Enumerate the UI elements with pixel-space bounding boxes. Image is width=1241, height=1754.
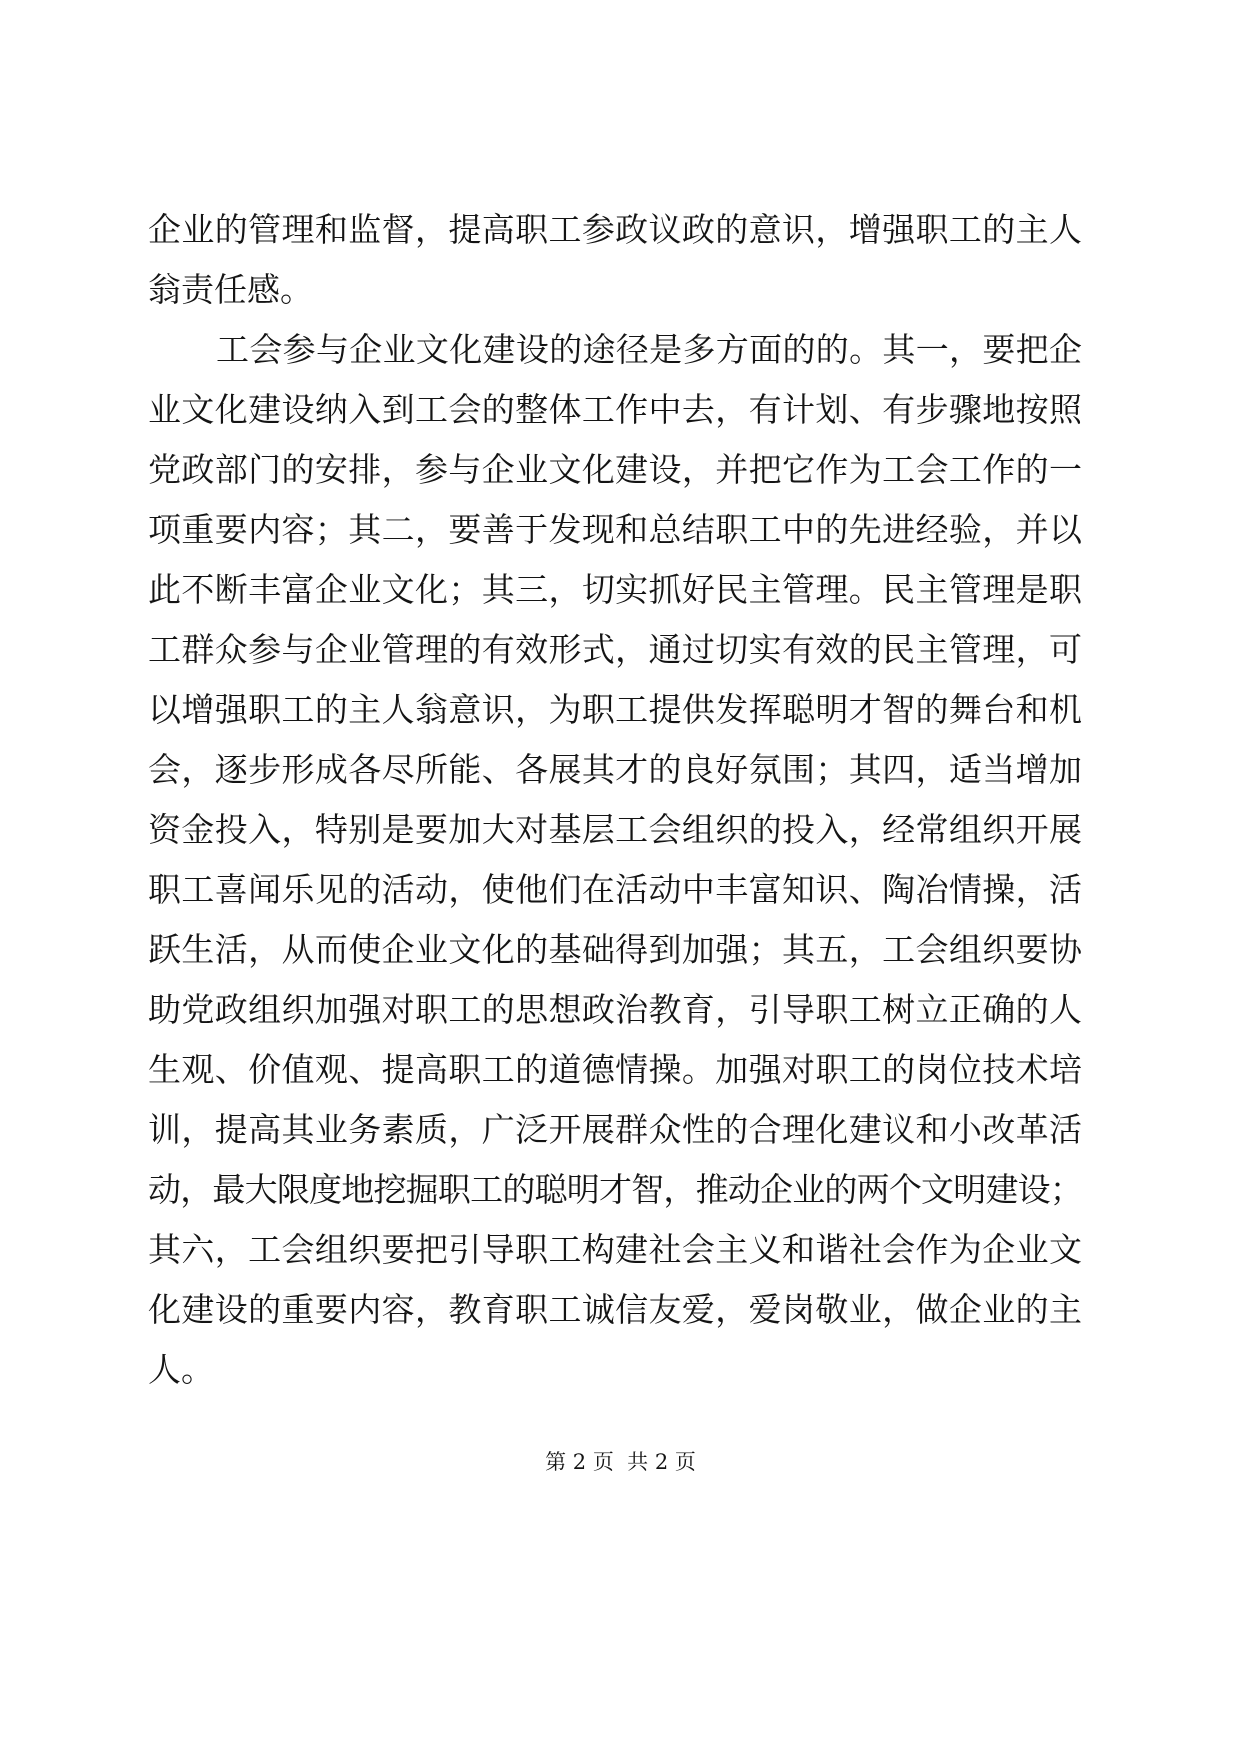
document-body [148, 200, 1082, 1400]
text-line: 化建设的重要内容，教育职工诚信友爱，爱岗敬业，做企业的主 [148, 1290, 1082, 1329]
text-line: 此不断丰富企业文化；其三，切实抓好民主管理。民主管理是职 [148, 570, 1082, 609]
text-line: 助党政组织加强对职工的思想政治教育，引导职工树立正确的人 [148, 990, 1082, 1029]
text-line: 跃生活，从而使企业文化的基础得到加强；其五，工会组织要协 [148, 930, 1082, 969]
text-line: 项重要内容；其二，要善于发现和总结职工中的先进经验，并以 [148, 510, 1082, 549]
text-line: 业文化建设纳入到工会的整体工作中去，有计划、有步骤地按照 [148, 390, 1082, 429]
text-line: 以增强职工的主人翁意识，为职工提供发挥聪明才智的舞台和机 [148, 690, 1082, 729]
text-line: 党政部门的安排，参与企业文化建设，并把它作为工会工作的一 [148, 450, 1082, 489]
page-number-footer: 第 2 页 共 2 页 [545, 1450, 696, 1474]
text-line: 工群众参与企业管理的有效形式，通过切实有效的民主管理，可 [148, 630, 1082, 669]
text-line: 翁责任感。 [148, 270, 313, 309]
text-line: 职工喜闻乐见的活动，使他们在活动中丰富知识、陶冶情操，活 [148, 870, 1082, 909]
paragraph-1 [148, 200, 1082, 320]
text-line: 生观、价值观、提高职工的道德情操。加强对职工的岗位技术培 [148, 1050, 1082, 1089]
text-line: 其六，工会组织要把引导职工构建社会主义和谐社会作为企业文 [148, 1230, 1082, 1269]
text-line: 人。 [148, 1350, 214, 1389]
text-line: 资金投入，特别是要加大对基层工会组织的投入，经常组织开展 [148, 810, 1082, 849]
text-line: 工会参与企业文化建设的途径是多方面的的。其一，要把企 [216, 330, 1082, 369]
text-line: 训，提高其业务素质，广泛开展群众性的合理化建议和小改革活 [148, 1110, 1082, 1149]
text-line: 会，逐步形成各尽所能、各展其才的良好氛围；其四，适当增加 [148, 750, 1082, 789]
paragraph-2 [148, 320, 1082, 1400]
text-line: 动，最大限度地挖掘职工的聪明才智，推动企业的两个文明建设； [148, 1170, 1082, 1209]
text-line: 企业的管理和监督，提高职工参政议政的意识，增强职工的主人 [148, 210, 1082, 249]
